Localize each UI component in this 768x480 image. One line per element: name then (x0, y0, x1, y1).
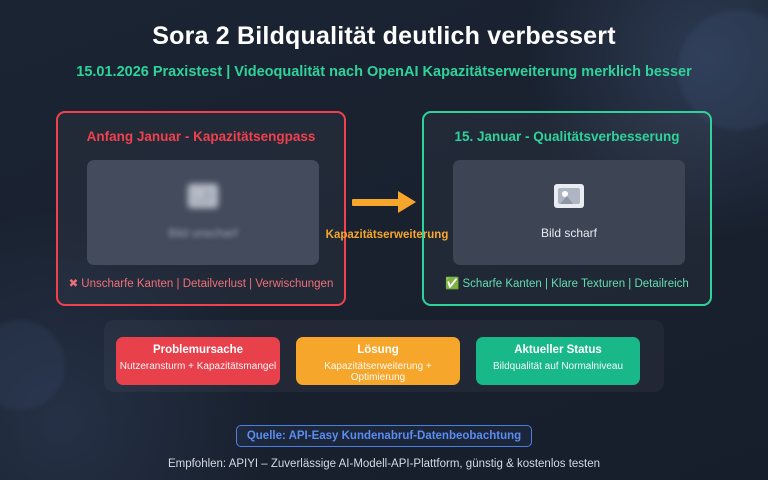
summary-card-status (476, 337, 640, 385)
before-panel (56, 111, 346, 306)
summary-card-strip (104, 320, 664, 392)
after-panel-heading: 15. Januar - Qualitätsverbesserung (454, 129, 680, 144)
page-title: Sora 2 Bildqualität deutlich verbessert (152, 22, 616, 50)
arrow-label: Kapazitätserweiterung (325, 229, 449, 241)
before-footnote (58, 276, 344, 290)
after-footnote (424, 276, 710, 290)
after-footnote-text: Scharfe Kanten | Klare Texturen | Detailreich (462, 278, 689, 290)
after-panel (422, 111, 712, 306)
card-title: Aktueller Status (514, 344, 602, 356)
source-box (236, 425, 532, 447)
arrow-shaft (352, 199, 400, 206)
footer-note: Empfohlen: APIYI – Zuverlässige AI-Modell-API-Plattform, günstig & kostenlos testen (167, 458, 601, 470)
card-subtitle: Nutzeransturm + Kapazitätsmangel (119, 361, 277, 372)
before-footnote-text: Unscharfe Kanten | Detailverlust | Verwischungen (81, 278, 334, 290)
cross-icon: ✖ (68, 278, 79, 290)
summary-card-cause (116, 337, 280, 385)
card-title: Problemursache (152, 344, 244, 356)
card-subtitle: Kapazitätserweiterung + Optimierung (324, 361, 432, 383)
card-subtitle: Bildqualität auf Normalniveau (492, 361, 624, 372)
page-subtitle: 15.01.2026 Praxistest | Videoqualität nach OpenAI Kapazitätserweiterung merklich besser (76, 64, 692, 80)
before-image-placeholder (87, 160, 319, 265)
arrow-head-icon (398, 191, 416, 213)
card-title: Lösung (357, 344, 399, 356)
after-image-caption: Bild scharf (540, 226, 598, 240)
after-image-placeholder (453, 160, 685, 265)
image-icon (548, 176, 590, 216)
background-blob (0, 320, 65, 410)
source-text: Quelle: API-Easy Kundenabruf-Datenbeobachtung (246, 430, 522, 442)
check-icon: ✅ (445, 278, 460, 290)
summary-card-solution (296, 337, 460, 385)
before-image-caption: Bild unscharf (168, 226, 238, 240)
image-icon (182, 176, 224, 216)
transition-arrow (352, 188, 418, 216)
before-panel-heading: Anfang Januar - Kapazitätsengpass (86, 129, 316, 144)
